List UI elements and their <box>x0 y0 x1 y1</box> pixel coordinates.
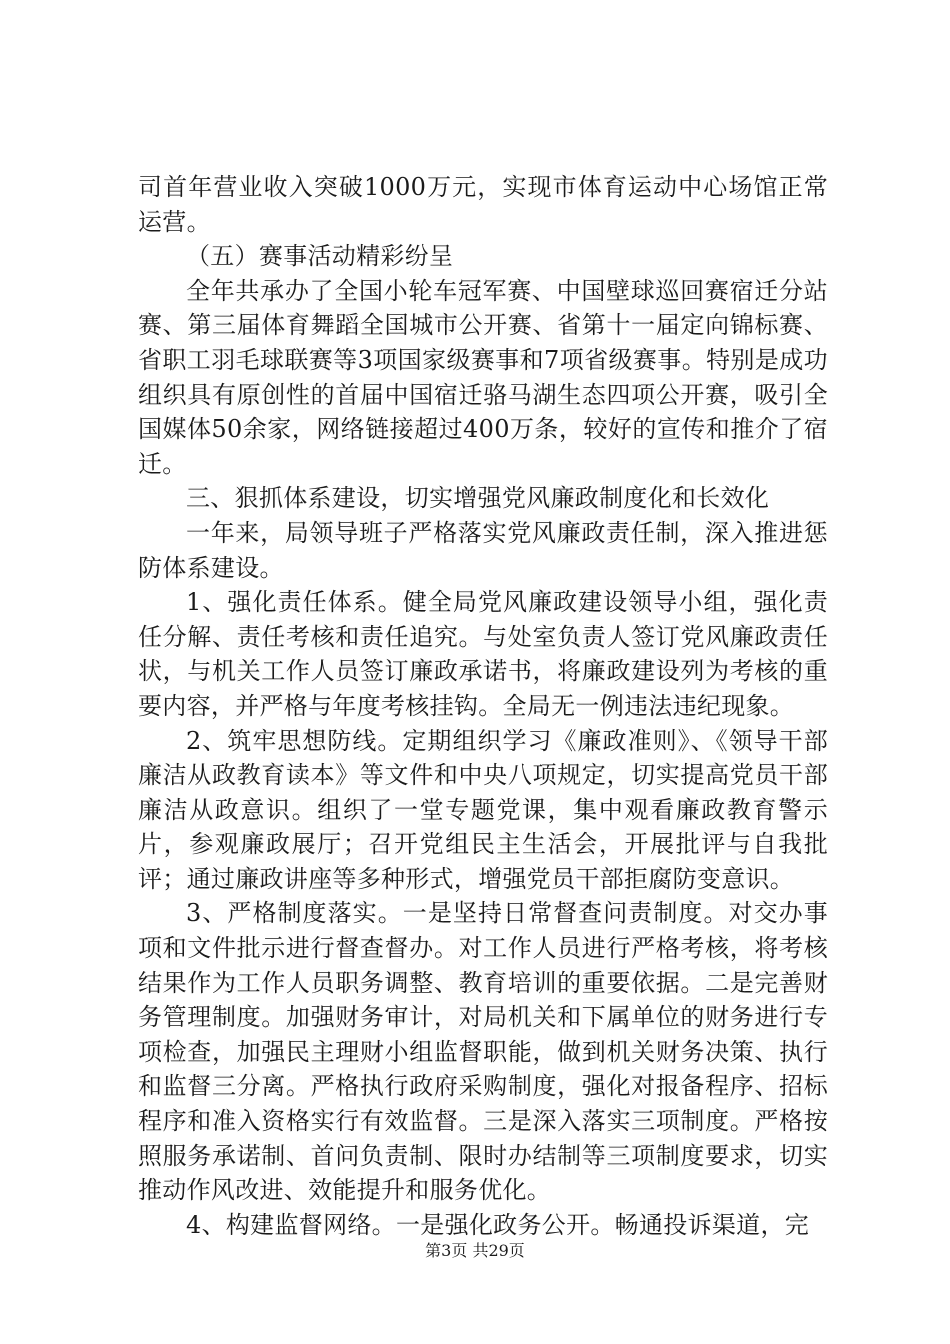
document-body <box>138 170 828 1242</box>
section-heading-events: （五）赛事活动精彩纷呈 <box>186 242 454 271</box>
section-heading-system: 三、狠抓体系建设，切实增强党风廉政制度化和长效化 <box>186 484 770 513</box>
page-footer: 第3页 共29页 <box>425 1241 525 1260</box>
paragraph-item-1: 1、强化责任体系。健全局党风廉政建设领导小组，强化责任分解、责任考核和责任追究。与处室负责人签订党风廉政责任状，与机关工作人员签订廉政承诺书，将廉政建设列为考核的重要内容，并严格与年度考核挂钩。全局无一例违法违纪现象。 <box>138 588 828 720</box>
paragraph-0: 司首年营业收入突破1000万元，实现市体育运动中心场馆正常运营。 <box>138 173 828 236</box>
paragraph-item-2: 2、筑牢思想防线。定期组织学习《廉政准则》、《领导干部廉洁从政教育读本》等文件和中央八项规定，切实提高党员干部廉洁从政意识。组织了一堂专题党课，集中观看廉政教育警示片，参观廉政展厅；召开党组民主生活会，开展批评与自我批评；通过廉政讲座等多种形式，增强党员干部拒腐防变意识。 <box>138 726 828 893</box>
paragraph-item-4: 4、构建监督网络。一是强化政务公开。畅通投诉渠道，完 <box>186 1210 810 1239</box>
paragraph-item-3: 3、严格制度落实。一是坚持日常督查问责制度。对交办事项和文件批示进行督查督办。对工作人员进行严格考核，将考核结果作为工作人员职务调整、教育培训的重要依据。二是完善财务管理制度。加强财务审计，对局机关和下属单位的财务进行专项检查，加强民主理财小组监督职能，做到机关财务决策、执行和监督三分离。严格执行政府采购制度，强化对报备程序、招标程序和准入资格实行有效监督。三是深入落实三项制度。严格按照服务承诺制、首问负责制、限时办结制等三项制度要求，切实推动作风改进、效能提升和服务优化。 <box>138 899 828 1205</box>
paragraph-intro: 一年来，局领导班子严格落实党风廉政责任制，深入推进惩防体系建设。 <box>138 518 828 582</box>
paragraph-events: 全年共承办了全国小轮车冠军赛、中国壁球巡回赛宿迁分站赛、第三届体育舞蹈全国城市公开赛、省第十一届定向锦标赛、省职工羽毛球联赛等3项国家级赛事和7项省级赛事。特别是成功组织具有原创性的首届中国宿迁骆马湖生态四项公开赛，吸引全国媒体50余家，网络链接超过400万条，较好的宣传和推介了宿迁。 <box>138 276 828 478</box>
